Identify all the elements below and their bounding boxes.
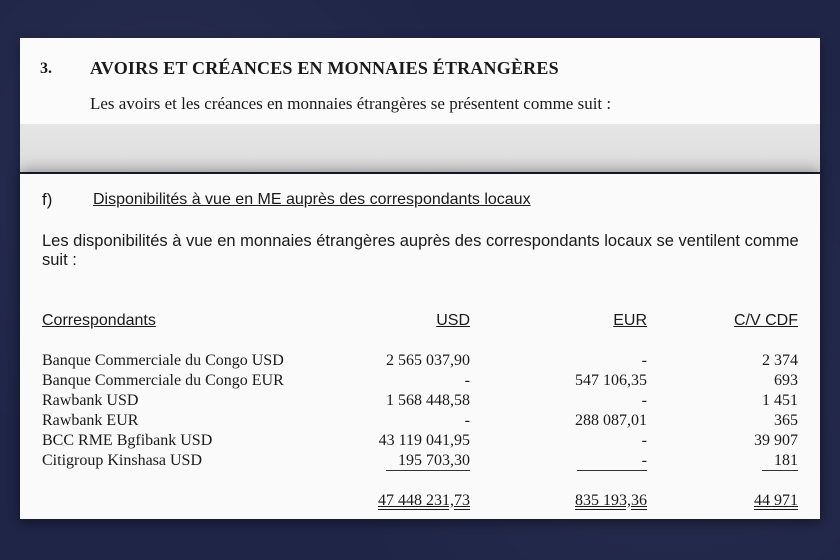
- page-fold-shadow: [20, 124, 820, 172]
- document-page-main: [20, 174, 820, 519]
- row-cdf: 693: [774, 372, 798, 389]
- row-cdf-subtotal: [762, 452, 798, 471]
- row-eur: -: [641, 432, 647, 449]
- table-row: [20, 392, 820, 412]
- row-cdf: 365: [774, 412, 798, 429]
- document-page-top: [20, 38, 820, 172]
- header-usd: USD: [436, 312, 470, 329]
- row-cdf: 2 374: [762, 352, 798, 369]
- row-usd: 1 568 448,58: [386, 392, 470, 409]
- header-eur: EUR: [613, 312, 647, 329]
- row-eur-subtotal: [577, 452, 647, 471]
- row-eur: -: [641, 392, 647, 409]
- row-usd: 2 565 037,90: [386, 352, 470, 369]
- table-row: [20, 352, 820, 372]
- row-name: Rawbank EUR: [42, 412, 139, 429]
- section-number: 3.: [40, 60, 52, 77]
- subsection-paragraph: Les disponibilités à vue en monnaies étrangères auprès des correspondants locaux se ventilent comme suit :: [42, 232, 799, 269]
- row-eur: -: [641, 352, 647, 369]
- row-eur-value: -: [577, 452, 647, 471]
- table-row: [20, 412, 820, 432]
- subsection-title: Disponibilités à vue en ME auprès des correspondants locaux: [93, 191, 531, 208]
- total-cdf: 44 971: [754, 492, 798, 509]
- table-row: [20, 452, 820, 472]
- row-usd-subtotal: [386, 452, 470, 471]
- row-cdf: 39 907: [754, 432, 798, 449]
- row-usd: -: [464, 372, 470, 389]
- total-eur: 835 193,36: [575, 492, 647, 509]
- row-cdf: 1 451: [762, 392, 798, 409]
- header-cdf: C/V CDF: [734, 312, 798, 329]
- row-cdf-value: 181: [762, 452, 798, 471]
- section-title: AVOIRS ET CRÉANCES EN MONNAIES ÉTRANGÈRES: [90, 58, 559, 78]
- row-name: Banque Commerciale du Congo USD: [42, 352, 284, 369]
- row-name: Citigroup Kinshasa USD: [42, 452, 202, 469]
- row-eur: 288 087,01: [575, 412, 647, 429]
- total-usd: 47 448 231,73: [378, 492, 470, 509]
- row-usd: 43 119 041,95: [378, 432, 470, 449]
- row-name: Rawbank USD: [42, 392, 139, 409]
- totals-row: [20, 492, 820, 514]
- row-eur: 547 106,35: [575, 372, 647, 389]
- row-usd: -: [464, 412, 470, 429]
- header-correspondants: Correspondants: [42, 312, 156, 329]
- table-row: [20, 432, 820, 452]
- row-usd-value: 195 703,30: [386, 452, 470, 471]
- table-row: [20, 372, 820, 392]
- row-name: BCC RME Bgfibank USD: [42, 432, 213, 449]
- section-intro: Les avoirs et les créances en monnaies étrangères se présentent comme suit :: [90, 94, 612, 113]
- row-name: Banque Commerciale du Congo EUR: [42, 372, 284, 389]
- subsection-letter: f): [42, 190, 53, 209]
